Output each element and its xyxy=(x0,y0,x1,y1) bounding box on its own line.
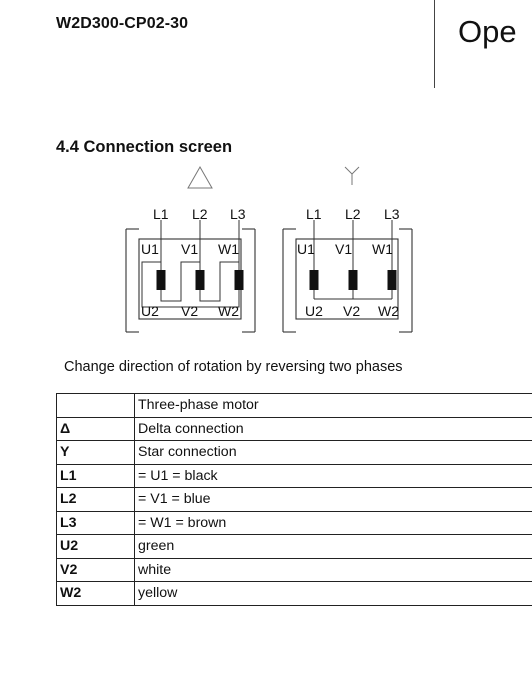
legend-key: Y xyxy=(57,441,135,465)
star-label-u2: U2 xyxy=(305,303,323,319)
delta-label-v2: V2 xyxy=(181,303,199,319)
legend-value: = V1 = blue xyxy=(135,488,532,512)
legend-value: Star connection xyxy=(135,441,532,465)
delta-label-w1: W1 xyxy=(218,241,239,257)
table-row xyxy=(57,511,532,535)
legend-key: V2 xyxy=(57,558,135,582)
delta-diagram xyxy=(126,206,255,332)
legend-value: white xyxy=(135,558,532,582)
document-id: W2D300-CP02-30 xyxy=(56,15,189,32)
table-row xyxy=(57,417,532,441)
table-row xyxy=(57,582,532,606)
legend-value: yellow xyxy=(135,582,532,606)
star-label-l1: L1 xyxy=(306,206,322,222)
delta-label-u2: U2 xyxy=(141,303,159,319)
star-label-l3: L3 xyxy=(384,206,400,222)
legend-value: Three-phase motor xyxy=(135,394,532,418)
table-row xyxy=(57,441,532,465)
star-diagram xyxy=(283,206,412,332)
legend-value: green xyxy=(135,535,532,559)
delta-label-u1: U1 xyxy=(141,241,159,257)
delta-label-l1: L1 xyxy=(153,206,169,222)
delta-label-w2: W2 xyxy=(218,303,239,319)
rotation-note: Change direction of rotation by reversing two phases xyxy=(64,359,403,375)
star-label-v1: V1 xyxy=(335,241,353,257)
table-row xyxy=(57,535,532,559)
legend-key: W2 xyxy=(57,582,135,606)
header-divider xyxy=(434,0,435,88)
header-section-title: Ope xyxy=(458,14,517,49)
delta-label-l3: L3 xyxy=(230,206,246,222)
legend-key: L3 xyxy=(57,511,135,535)
legend-key: L2 xyxy=(57,488,135,512)
delta-label-v1: V1 xyxy=(181,241,199,257)
legend-key: U2 xyxy=(57,535,135,559)
star-label-w2: W2 xyxy=(378,303,399,319)
delta-symbol-icon xyxy=(188,167,212,188)
star-label-v2: V2 xyxy=(343,303,361,319)
star-label-u1: U1 xyxy=(297,241,315,257)
star-symbol-icon xyxy=(345,167,359,185)
star-label-w1: W1 xyxy=(372,241,393,257)
delta-label-l2: L2 xyxy=(192,206,208,222)
legend-key: Δ xyxy=(57,417,135,441)
legend-value: = W1 = brown xyxy=(135,511,532,535)
table-row xyxy=(57,464,532,488)
legend-value: Delta connection xyxy=(135,417,532,441)
star-label-l2: L2 xyxy=(345,206,361,222)
legend-value: = U1 = black xyxy=(135,464,532,488)
legend-table xyxy=(56,393,532,606)
table-row xyxy=(57,558,532,582)
section-title: 4.4 Connection screen xyxy=(56,138,233,156)
legend-key xyxy=(57,394,135,418)
connection-diagram xyxy=(0,158,532,343)
legend-key: L1 xyxy=(57,464,135,488)
table-row xyxy=(57,394,532,418)
table-row xyxy=(57,488,532,512)
